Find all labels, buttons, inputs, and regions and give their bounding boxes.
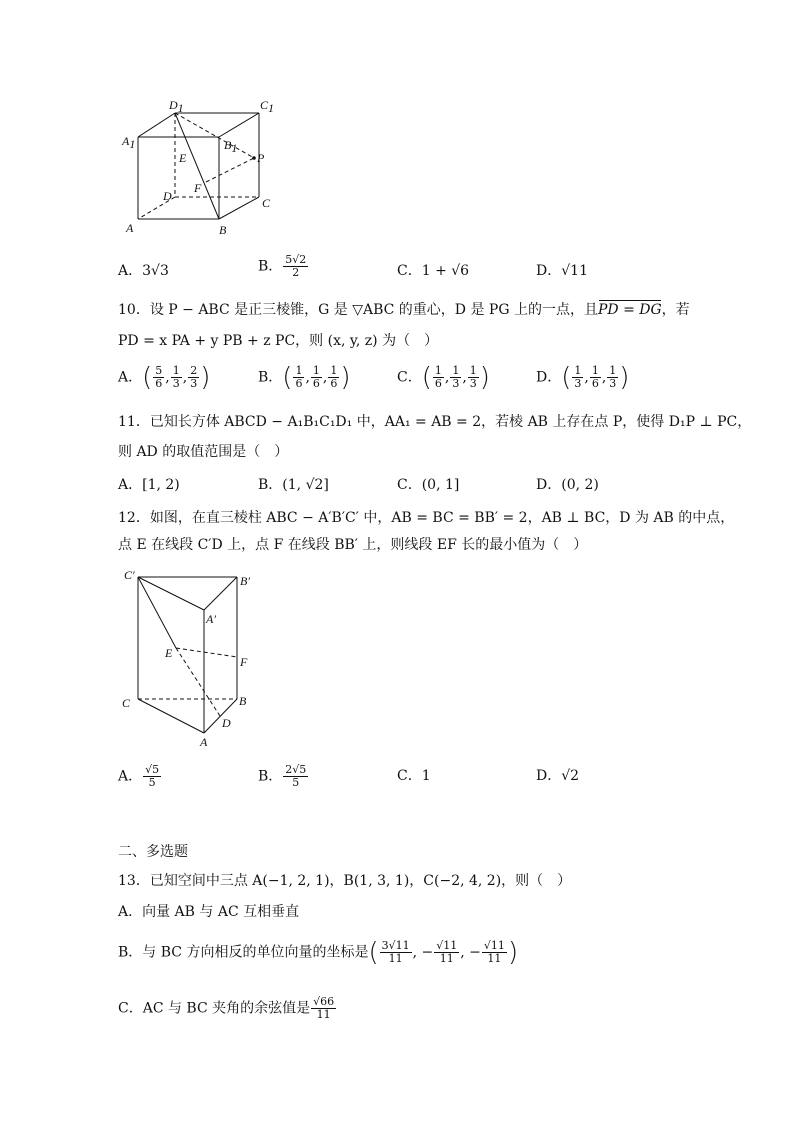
label-A2: A xyxy=(200,735,208,749)
label-C-prime: C′ xyxy=(124,568,135,582)
q12-stem-line2: 点 E 在线段 C′D 上，点 F 在线段 BB′ 上，则线段 EF 长的最小值为（ ） xyxy=(118,537,588,553)
q11-option-c[interactable]: C．(0, 1] xyxy=(397,477,460,493)
q12-stem-line1: 12．如图，在直三棱柱 ABC − A′B′C′ 中，AB = BC = BB′ = 2，AB ⊥ BC，D 为 AB 的中点， xyxy=(118,510,735,526)
q12-option-d[interactable]: D．√2 xyxy=(536,768,580,784)
label-D2: D xyxy=(222,716,231,730)
q9-option-c[interactable]: C．1 + √6 xyxy=(397,263,470,279)
q9-option-b[interactable]: B． $\frac{5√2}{2}$ xyxy=(258,253,307,279)
q11-stem-line2: 则 AD 的取值范围是（ ） xyxy=(118,444,289,460)
q10-stem-line2: PD = x PA + y PB + z PC，则 (x, y, z) 为（ ） xyxy=(118,333,439,349)
section-2-title: 二、多选题 xyxy=(118,844,188,860)
q12-option-b[interactable]: B． $\frac{2√5}{5}$ xyxy=(258,763,307,789)
label-A-prime: A′ xyxy=(206,612,216,626)
label-D1: D1 xyxy=(169,98,184,115)
q10-option-a[interactable]: A．( $\frac{5}{6}$ , $\frac{1}{3}$ , $\frac{2}{3}$ ) xyxy=(118,362,211,393)
q13-option-a[interactable]: A．向量 AB 与 AC 互相垂直 xyxy=(118,904,300,920)
q13-option-c[interactable]: C．AC 与 BC 夹角的余弦值是 $\frac{√66}{11}$ xyxy=(118,995,335,1021)
label-B-prime: B′ xyxy=(240,574,250,588)
q10-option-b[interactable]: B．( $\frac{1}{6}$ , $\frac{1}{6}$ , $\frac{1}{6}$ ) xyxy=(258,362,351,393)
cube-figure xyxy=(118,96,288,241)
q13-stem: 13．已知空间中三点 A(−1, 2, 1)，B(1, 3, 1)，C(−2, 4, 2)，则（ ） xyxy=(118,873,572,889)
label-B: B xyxy=(219,223,227,237)
q13-option-b[interactable]: B．与 BC 方向相反的单位向量的坐标是( $\frac{3√11}{11}$ , − $\frac{√11}{11}$ , − $\frac{√11}{11}$ ) xyxy=(118,937,519,968)
label-C2: C xyxy=(122,696,131,710)
label-F: F xyxy=(194,181,202,195)
label-C: C xyxy=(262,196,271,210)
q10-option-c[interactable]: C．( $\frac{1}{6}$ , $\frac{1}{3}$ , $\frac{1}{3}$ ) xyxy=(397,362,490,393)
label-A1: A1 xyxy=(122,134,136,151)
q11-option-d[interactable]: D．(0, 2) xyxy=(536,477,599,493)
q11-option-a[interactable]: A．[1, 2) xyxy=(118,477,180,493)
q11-option-b[interactable]: B．(1, √2] xyxy=(258,477,329,493)
prism-figure xyxy=(118,563,268,753)
q9-option-a[interactable]: A．3√3 xyxy=(118,263,169,279)
q12-option-a[interactable]: A． $\frac{√5}{5}$ xyxy=(118,763,160,789)
label-F2: F xyxy=(240,655,248,669)
q12-option-c[interactable]: C．1 xyxy=(397,768,431,784)
label-B2: B xyxy=(239,694,247,708)
label-E2: E xyxy=(165,646,173,660)
label-C1: C1 xyxy=(260,98,275,115)
label-A: A xyxy=(126,221,134,235)
label-E: E xyxy=(179,151,187,165)
label-D: D xyxy=(163,189,172,203)
q9-option-d[interactable]: D．√11 xyxy=(536,263,588,279)
q10-stem-line1: 10．设 P − ABC 是正三棱锥，G 是 ▽ABC 的重心，D 是 PG 上的一点，且PD = DG，若 xyxy=(118,302,690,318)
q10-option-d[interactable]: D．( $\frac{1}{3}$ , $\frac{1}{6}$ , $\frac{1}{3}$ ) xyxy=(536,362,630,393)
label-P: P xyxy=(257,151,265,165)
q11-stem-line1: 11．已知长方体 ABCD − A₁B₁C₁D₁ 中，AA₁ = AB = 2，若棱 AB 上存在点 P，使得 D₁P ⊥ PC， xyxy=(118,414,752,430)
label-B1: B1 xyxy=(224,138,238,155)
